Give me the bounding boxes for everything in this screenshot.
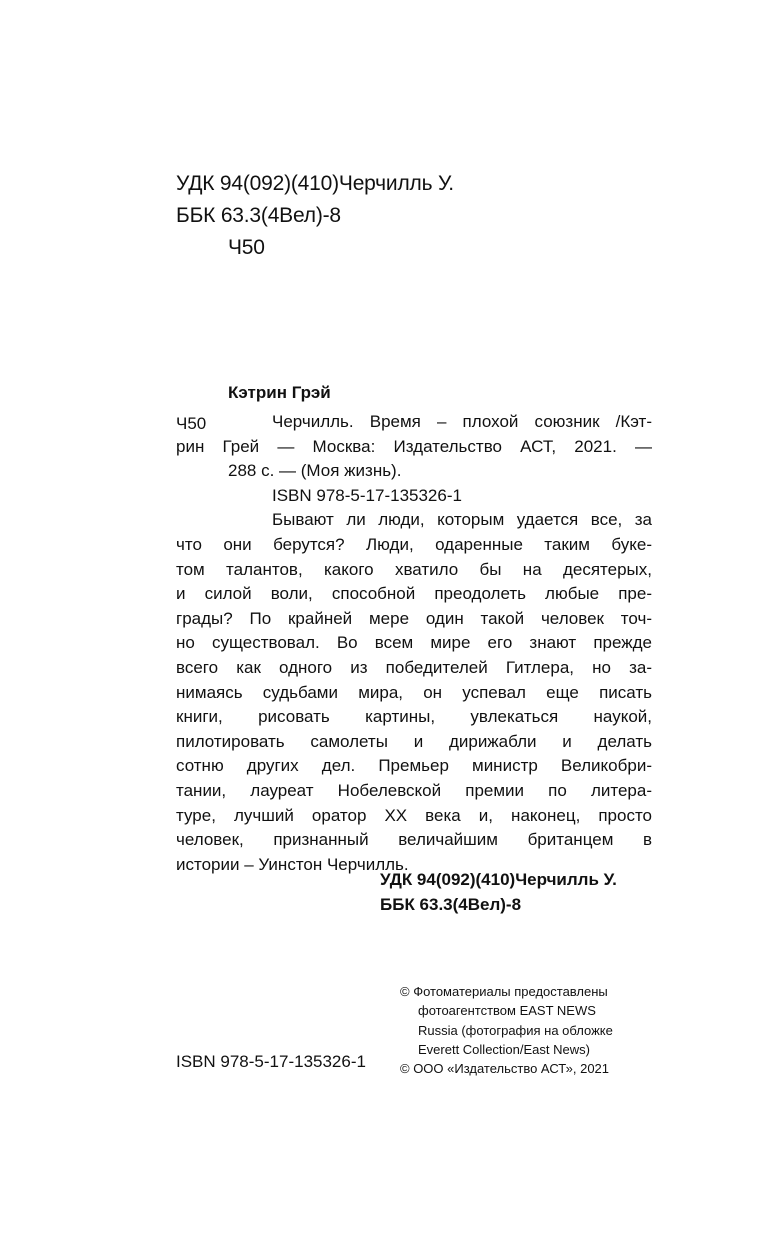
- annotation-line: Бывают ли люди, которым удается все, за: [272, 510, 652, 530]
- description-line: рин Грей — Москва: Издательство АСТ, 2021. —: [176, 436, 652, 456]
- description-line: Черчилль. Время – плохой союзник /Кэт-: [272, 412, 652, 431]
- annotation-line: но существовал. Во всем мире его знают прежде: [176, 633, 652, 653]
- copyright-credits: [400, 982, 613, 1078]
- annotation-line: и силой воли, способной преодолеть любые пре-: [176, 584, 652, 604]
- annotation-line: пилотировать самолеты и дирижабли и делать: [176, 731, 652, 751]
- author-mark: Ч50: [176, 414, 207, 433]
- annotation-line: сотню других дел. Премьер министр Великобри-: [176, 756, 652, 776]
- credit-line: фотоагентством EAST NEWS: [418, 1003, 596, 1019]
- credit-line: Russia (фотография на обложке: [418, 1022, 613, 1038]
- isbn-line: ISBN 978-5-17-135326-1: [272, 485, 462, 505]
- description-line: 288 с. — (Моя жизнь).: [228, 461, 402, 481]
- bbk-code-bottom: ББК 63.3(4Вел)-8: [380, 895, 522, 914]
- credit-line: © Фотоматериалы предоставлены: [400, 984, 608, 999]
- bbk-code-top: ББК 63.3(4Вел)-8: [176, 204, 341, 227]
- credit-line: Everett Collection/East News): [418, 1041, 590, 1057]
- annotation-line: грады? По крайней мере один такой человек точ-: [176, 608, 652, 628]
- annotation-line: туре, лучший оратор XX века и, наконец, просто: [176, 805, 652, 825]
- annotation-line: нимаясь судьбами мира, он успевал еще писать: [176, 682, 652, 702]
- udk-code-top: УДК 94(092)(410)Черчилль У.: [176, 172, 454, 195]
- udk-code-bottom: УДК 94(092)(410)Черчилль У.: [380, 870, 617, 889]
- credit-line: © ООО «Издательство АСТ», 2021: [400, 1061, 610, 1077]
- annotation-line: тании, лауреат Нобелевской премии по литера-: [176, 780, 652, 800]
- annotation-line: всего как одного из победителей Гитлера, но за-: [176, 657, 652, 677]
- annotation-line: человек, признанный величайшим британцем в: [176, 830, 652, 850]
- annotation-line: что они берутся? Люди, одаренные таким буке-: [176, 534, 652, 554]
- isbn-bottom: ISBN 978-5-17-135326-1: [176, 1052, 366, 1071]
- annotation-line: том талантов, какого хватило бы на десятерых,: [176, 559, 652, 579]
- annotation-line: книги, рисовать картины, увлекаться наукой,: [176, 707, 652, 727]
- author-mark-top: Ч50: [228, 236, 265, 259]
- bibliographic-description: [176, 410, 652, 877]
- annotation-line: истории – Уинстон Черчилль.: [176, 854, 409, 874]
- author-name: Кэтрин Грэй: [228, 383, 331, 402]
